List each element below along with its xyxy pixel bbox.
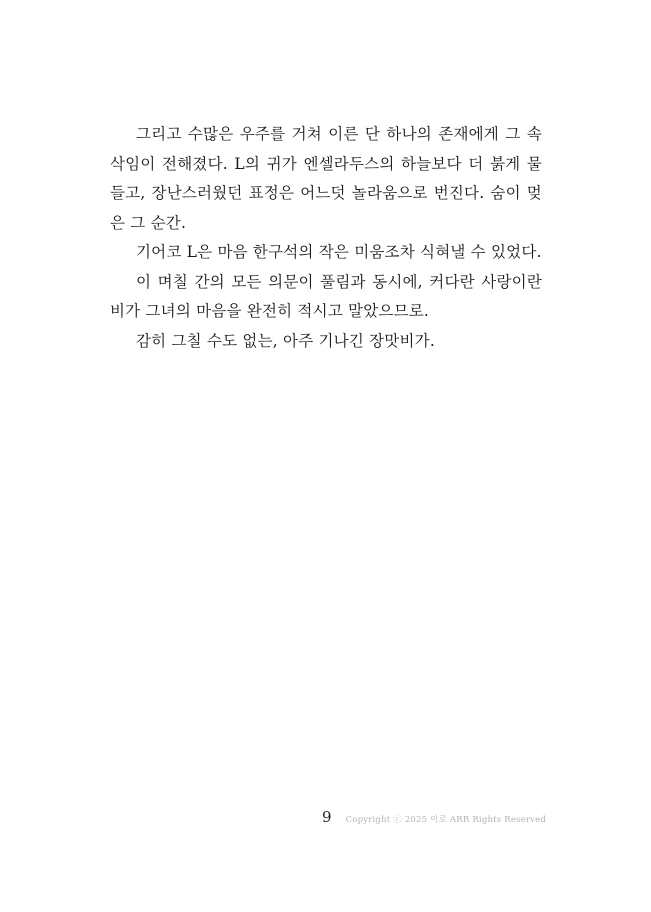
copyright-notice: Copyright ⓒ 2025 이로 ARR Rights Reserved	[345, 815, 546, 825]
paragraph-4: 감히 그칠 수도 없는, 아주 기나긴 장맛비가.	[136, 331, 435, 350]
paragraph-2: 기어코 L은 마음 한구석의 작은 미움조차 식혀낼 수 있었다.	[136, 243, 542, 261]
paragraph-3: 이 며칠 간의 모든 의문이 풀림과 동시에, 커다란 사랑이란 비가 그녀의 마음을 완전히 적시고 말았으므로.	[110, 272, 542, 320]
paragraph-1: 그리고 수많은 우주를 거쳐 이른 단 하나의 존재에게 그 속삭임이 전해졌다. L의 귀가 엔셀라두스의 하늘보다 더 붉게 물들고, 장난스러웠던 표정은 어느덧 놀라움으로 번진다. 숨이 멎은 그 순간.	[110, 125, 542, 232]
page-footer	[322, 808, 546, 826]
page-number: 9	[322, 808, 332, 826]
body-text	[110, 120, 542, 356]
